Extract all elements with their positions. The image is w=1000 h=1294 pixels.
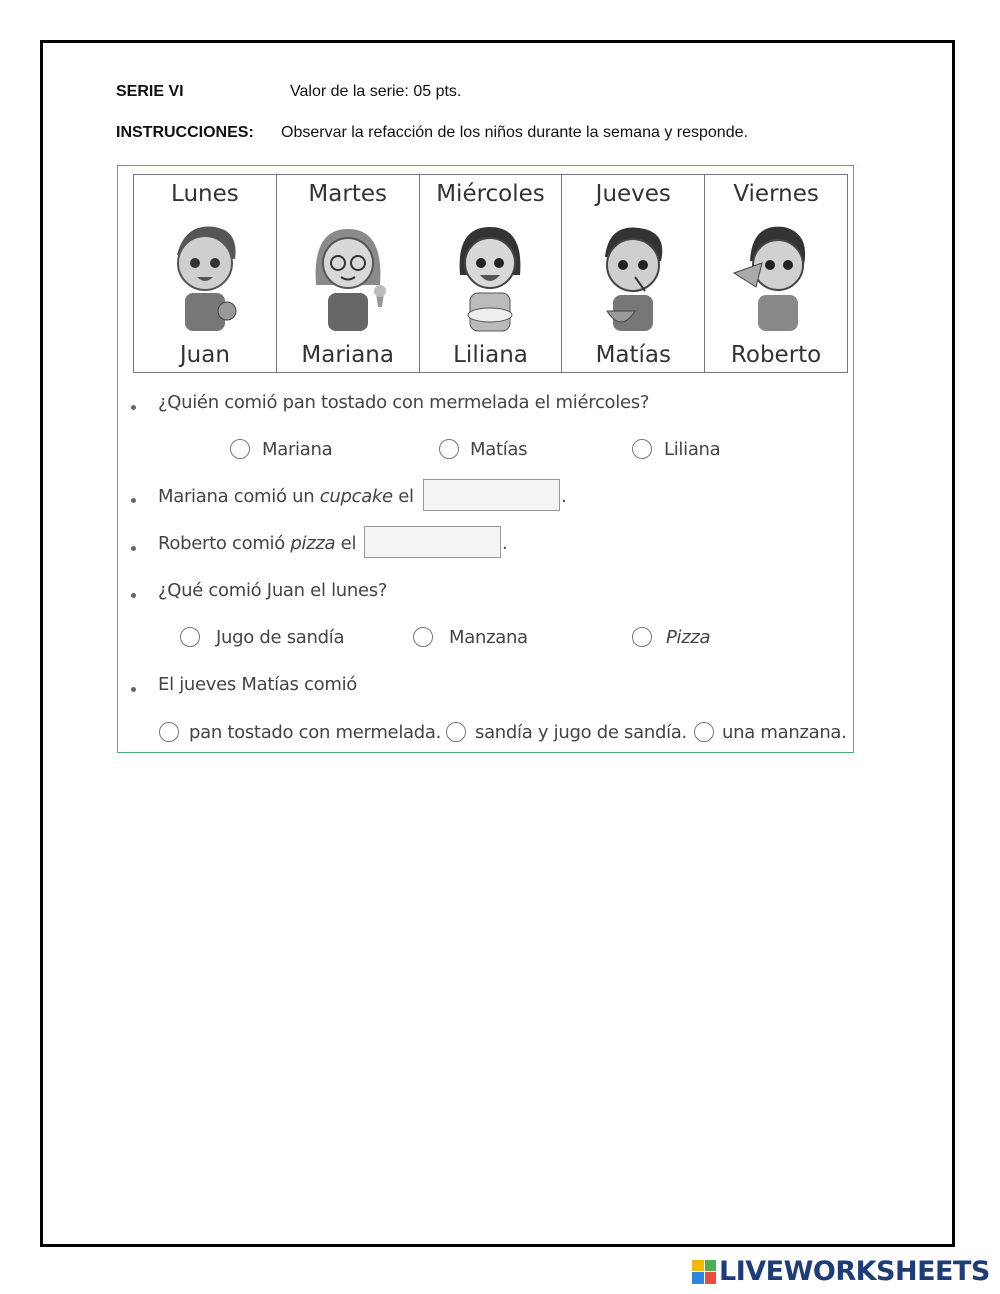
q3-end: . [502,533,508,554]
option-label: pan tostado con mermelada. [189,722,442,743]
question-2-text [158,486,414,507]
option-radio[interactable] [413,627,433,647]
option-radio[interactable] [632,627,652,647]
brand-name: LIVEWORKSHEETS [719,1256,990,1287]
option-radio[interactable] [694,722,714,742]
day-label: Miércoles [436,181,545,207]
question-3-text [158,533,356,554]
bullet [131,593,136,598]
q2-end: . [561,486,567,507]
boy-eating-apple-icon [155,215,255,333]
liveworksheets-brand [692,1256,990,1287]
kid-cell [562,175,705,372]
option-label: Pizza [666,627,711,648]
option-radio[interactable] [159,722,179,742]
kid-name: Mariana [301,342,394,368]
kid-name: Matías [595,342,671,368]
bullet [131,687,136,692]
instructions-label: INSTRUCCIONES: [116,124,254,141]
option-label: Matías [470,439,528,460]
option-radio[interactable] [632,439,652,459]
option-label: Jugo de sandía [216,627,345,648]
girl-with-toast-icon [440,215,540,333]
q3-prefix: Roberto comió [158,533,291,554]
day-label: Lunes [171,181,239,207]
option-radio[interactable] [446,722,466,742]
liveworksheets-logo-icon [692,1260,716,1284]
q2-suffix: el [392,486,414,507]
day-label: Viernes [733,181,819,207]
serie-label: SERIE VI [116,83,184,100]
q2-italic: cupcake [319,486,393,507]
kid-name: Juan [179,342,230,368]
answer-input-day-mariana[interactable] [423,479,560,511]
option-label: sandía y jugo de sandía. [475,722,687,743]
answer-input-day-roberto[interactable] [364,526,501,558]
boy-with-pizza-icon [726,215,826,333]
kids-table [133,174,848,373]
bullet [131,546,136,551]
day-label: Jueves [595,181,671,207]
day-label: Martes [308,181,387,207]
q3-italic: pizza [290,533,336,554]
kid-cell [277,175,420,372]
bullet [131,405,136,410]
option-label: Mariana [262,439,333,460]
bullet [131,498,136,503]
girl-with-cupcake-icon [298,215,398,333]
kid-cell [705,175,847,372]
boy-with-watermelon-icon [583,215,683,333]
kid-name: Liliana [453,342,528,368]
option-radio[interactable] [439,439,459,459]
option-radio[interactable] [180,627,200,647]
kid-name: Roberto [730,342,822,368]
q3-suffix: el [335,533,357,554]
question-4-text: ¿Qué comió Juan el lunes? [158,580,388,601]
question-5-text: El jueves Matías comió [158,674,358,695]
serie-value: Valor de la serie: 05 pts. [290,83,462,100]
instructions-text: Observar la refacción de los niños durante la semana y responde. [281,124,748,141]
option-label: Manzana [449,627,528,648]
kid-cell [134,175,277,372]
option-label: Liliana [664,439,721,460]
option-label: una manzana. [722,722,847,743]
q2-prefix: Mariana comió un [158,486,320,507]
kid-cell [420,175,563,372]
option-radio[interactable] [230,439,250,459]
question-1-text: ¿Quién comió pan tostado con mermelada el miércoles? [158,392,650,413]
